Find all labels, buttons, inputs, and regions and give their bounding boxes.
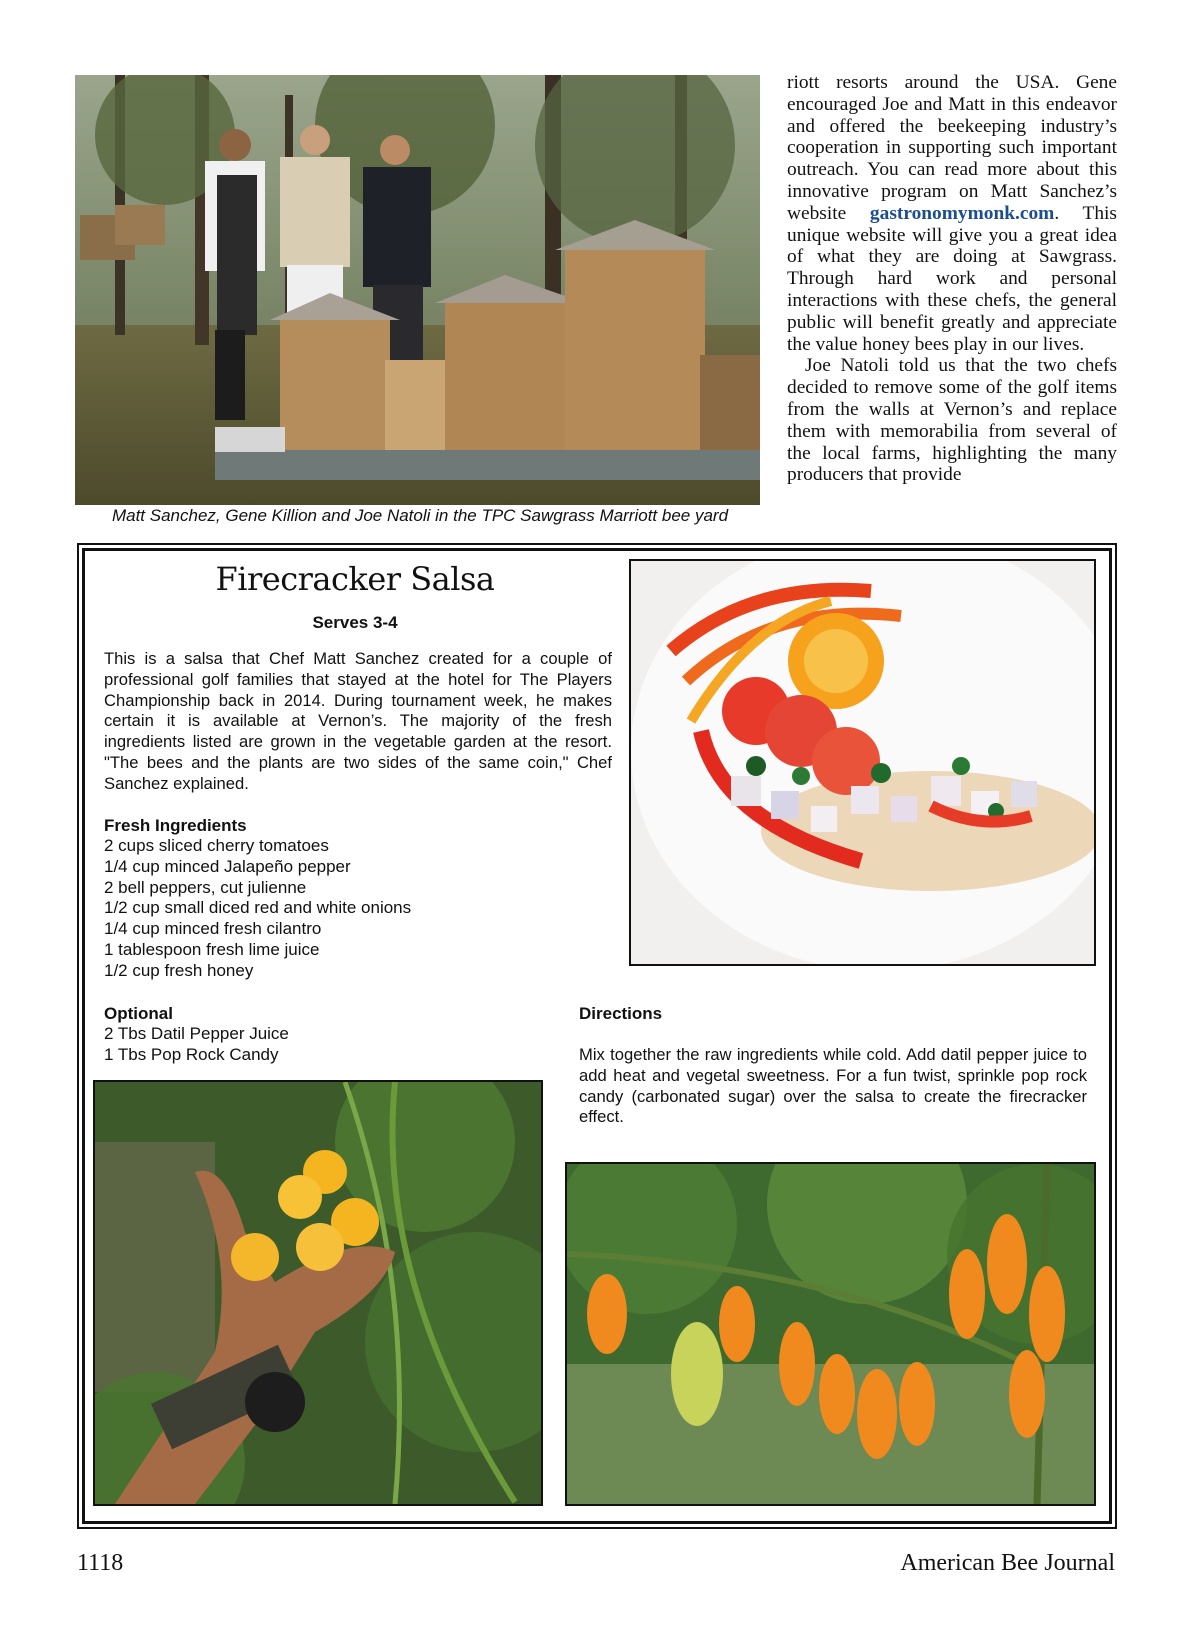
ingredient-item: 2 cups sliced cherry tomatoes xyxy=(104,836,329,855)
recipe-title: Firecracker Salsa xyxy=(215,560,495,598)
ingredient-item: 1/4 cup minced Jalapeño pepper xyxy=(104,856,351,876)
ingredient-item: 1/2 cup small diced red and white onions xyxy=(104,898,412,918)
recipe-intro: This is a salsa that Chef Matt Sanchez created for a couple of professional golf families that stayed at the hotel for The Players Championship back in 2014. During tournament week, he makes certain it is available at Vernon’s. The majority of the fresh ingredients listed are grown in the vegetable garden at the resort. "The bees and the plants are two sides of the same coin," Chef Sanchez explained. xyxy=(104,649,612,793)
optional-item: 1 Tbs Pop Rock Candy xyxy=(104,1044,279,1064)
optional-item: 2 Tbs Datil Pepper Juice xyxy=(104,1024,289,1043)
website-link[interactable]: gastronomymonk.com xyxy=(869,202,1055,224)
yellow-tomatoes-photo xyxy=(93,1080,543,1506)
directions-heading: Directions xyxy=(579,1004,663,1023)
article-paragraph-2: Joe Natoli told us that the two chefs decided to remove some of the golf items from the walls at Vernon’s and replace them with memorabilia from several of the local farms, highlighting the many producers that provide xyxy=(787,355,1117,486)
article-column xyxy=(787,72,1117,486)
ingredient-item: 2 bell peppers, cut julienne xyxy=(104,877,307,897)
ingredients-section xyxy=(104,816,411,982)
optional-section xyxy=(104,1004,289,1066)
ingredients-list xyxy=(104,836,411,982)
salsa-photo xyxy=(629,559,1096,966)
optional-list xyxy=(104,1024,289,1066)
photo-caption: Matt Sanchez, Gene Killion and Joe Natoli in the TPC Sawgrass Marriott bee yard xyxy=(111,506,729,525)
journal-name: American Bee Journal xyxy=(900,1550,1115,1576)
page-number: 1118 xyxy=(77,1550,124,1576)
article-paragraph-1: riott resorts around the USA. Gene encouraged Joe and Matt in this endeavor and offered the beekeeping industry’s cooperation in supporting such important outreach. You can read more about this innovative program on Matt Sanchez’s website gastronomymonk.com. This unique website will give you a great idea of what they are doing at Sawgrass. Through hard work and personal interactions with these chefs, the general public will benefit greatly and appreciate the value honey bees play in our lives. xyxy=(787,72,1117,355)
recipe-serves: Serves 3-4 xyxy=(312,613,398,632)
directions-text: Mix together the raw ingredients while cold. Add datil pepper juice to add heat and vegetal sweetness. For a fun twist, sprinkle pop rock candy (carbonated sugar) over the salsa to create the firecracker effect. xyxy=(579,1045,1087,1127)
ingredient-item: 1/4 cup minced fresh cilantro xyxy=(104,919,322,939)
ingredient-item: 1 tablespoon fresh lime juice xyxy=(104,939,320,959)
ingredient-item: 1/2 cup fresh honey xyxy=(104,960,254,980)
ingredients-heading: Fresh Ingredients xyxy=(104,816,247,835)
datil-peppers-photo xyxy=(565,1162,1096,1506)
bee-yard-photo xyxy=(75,75,760,505)
optional-heading: Optional xyxy=(104,1004,173,1023)
